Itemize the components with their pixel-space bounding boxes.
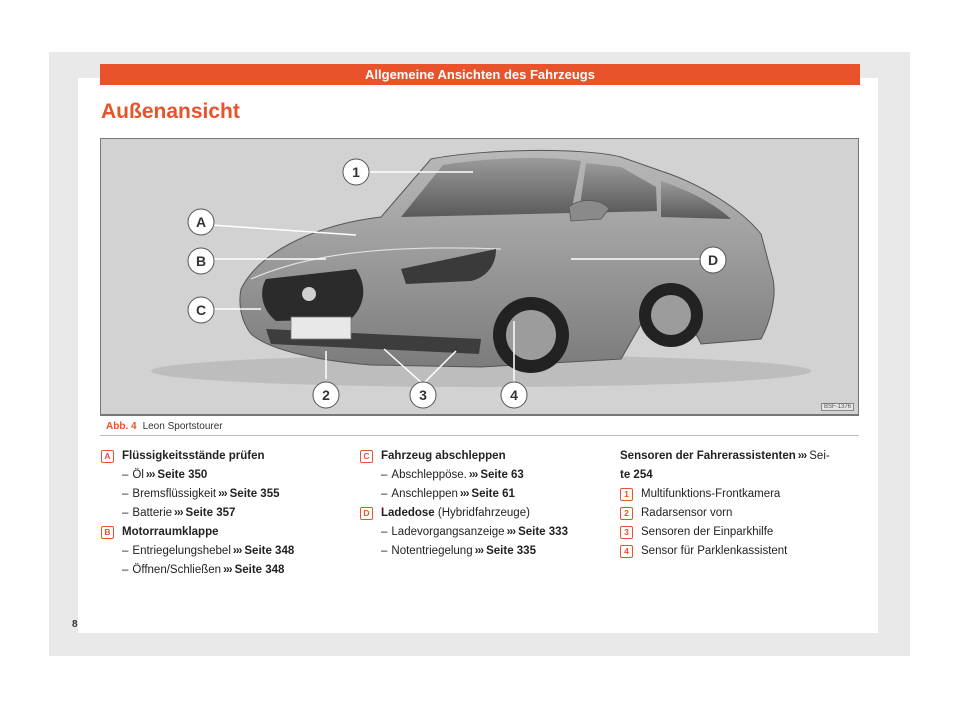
- reference-arrow: ›››: [459, 488, 469, 500]
- reference-arrow: ›››: [174, 507, 183, 519]
- list-item: – Anschleppen ››› Seite 61: [381, 488, 515, 500]
- page-reference[interactable]: Seite 335: [486, 545, 536, 557]
- callout-label-1: 1: [352, 164, 360, 180]
- callout-label-3: 3: [419, 387, 427, 403]
- reference-arrow: ›››: [218, 488, 227, 500]
- caption-bottom-rule: [100, 435, 859, 436]
- column-right: [620, 447, 860, 561]
- car-illustration: [101, 139, 859, 415]
- callout-label-b: B: [195, 253, 207, 269]
- caption-text: Leon Sportstourer: [142, 421, 223, 432]
- callout-label-a: A: [195, 214, 207, 230]
- entry-c: [360, 447, 600, 466]
- column-left: [101, 447, 341, 580]
- caption-label: Abb. 4: [106, 421, 137, 432]
- column-middle: [360, 447, 600, 561]
- badge-a: A: [101, 450, 114, 463]
- badge-b: B: [101, 526, 114, 539]
- page-reference[interactable]: Seite 350: [157, 469, 208, 481]
- list-item: – Entriegelungshebel ››› Seite 348: [122, 545, 295, 557]
- reference-arrow: ›››: [474, 545, 484, 557]
- callout-label-c: C: [195, 302, 207, 318]
- list-item: – Abschleppöse. ››› Seite 63: [381, 469, 524, 481]
- car-figure: [100, 138, 859, 415]
- figure-caption: [106, 421, 223, 432]
- list-item: 3 Sensoren der Einparkhilfe: [620, 523, 860, 542]
- reference-arrow: ›››: [223, 564, 232, 576]
- page-reference[interactable]: Seite 348: [244, 545, 295, 557]
- entry-heading: Ladedose: [381, 507, 435, 519]
- page-reference[interactable]: Seite 333: [518, 526, 568, 538]
- number-badge: 3: [620, 526, 633, 539]
- number-badge: 2: [620, 507, 633, 520]
- entry-heading: Sensoren der Fahrerassistenten: [620, 450, 796, 462]
- page-reference[interactable]: Seite 357: [185, 507, 236, 519]
- list-item: – Batterie ››› Seite 357: [122, 507, 236, 519]
- number-badge: 4: [620, 545, 633, 558]
- list-item: – Notentriegelung ››› Seite 335: [381, 545, 536, 557]
- reference-arrow: ›››: [232, 545, 242, 557]
- callout-label-d: D: [707, 252, 719, 268]
- sensor-heading-line-1: [620, 447, 860, 466]
- entry-heading: Fahrzeug abschleppen: [381, 450, 506, 462]
- caption-divider: [100, 415, 859, 416]
- callout-label-2: 2: [322, 387, 330, 403]
- badge-c: C: [360, 450, 373, 463]
- page-number: 8: [72, 619, 78, 630]
- sensor-heading-line-2[interactable]: te 254: [620, 469, 653, 481]
- reference-arrow: ›››: [506, 526, 516, 538]
- list-item: 4 Sensor für Parklenkassistent: [620, 542, 860, 561]
- figure-code: BSF-1376: [821, 403, 854, 411]
- entry-d: [360, 504, 600, 523]
- page-reference[interactable]: Seite 355: [229, 488, 280, 500]
- entry-heading: Flüssigkeitsstände prüfen: [122, 450, 265, 462]
- page-title: Außenansicht: [101, 100, 240, 123]
- list-item: – Bremsflüssigkeit ››› Seite 355: [122, 488, 280, 500]
- number-badge: 1: [620, 488, 633, 501]
- page-reference[interactable]: Seite 348: [234, 564, 285, 576]
- section-header: Allgemeine Ansichten des Fahrzeugs: [100, 64, 860, 85]
- page-reference[interactable]: Sei-: [809, 450, 830, 462]
- reference-arrow: ›››: [468, 469, 478, 481]
- reference-arrow: ›››: [797, 450, 807, 462]
- entry-heading: Motorraumklappe: [122, 526, 219, 538]
- callout-label-4: 4: [510, 387, 518, 403]
- list-item: 2 Radarsensor vorn: [620, 504, 860, 523]
- list-item: – Öl ››› Seite 350: [122, 469, 208, 481]
- entry-note: (Hybridfahrzeuge): [437, 507, 530, 519]
- reference-arrow: ›››: [145, 469, 155, 481]
- list-item: 1 Multifunktions-Frontkamera: [620, 485, 860, 504]
- list-item: – Öffnen/Schließen ››› Seite 348: [122, 564, 285, 576]
- page-reference[interactable]: Seite 61: [471, 488, 515, 500]
- list-item: – Ladevorgangsanzeige ››› Seite 333: [381, 526, 568, 538]
- entry-a: [101, 447, 341, 466]
- page-reference[interactable]: Seite 63: [480, 469, 524, 481]
- badge-d: D: [360, 507, 373, 520]
- entry-b: [101, 523, 341, 542]
